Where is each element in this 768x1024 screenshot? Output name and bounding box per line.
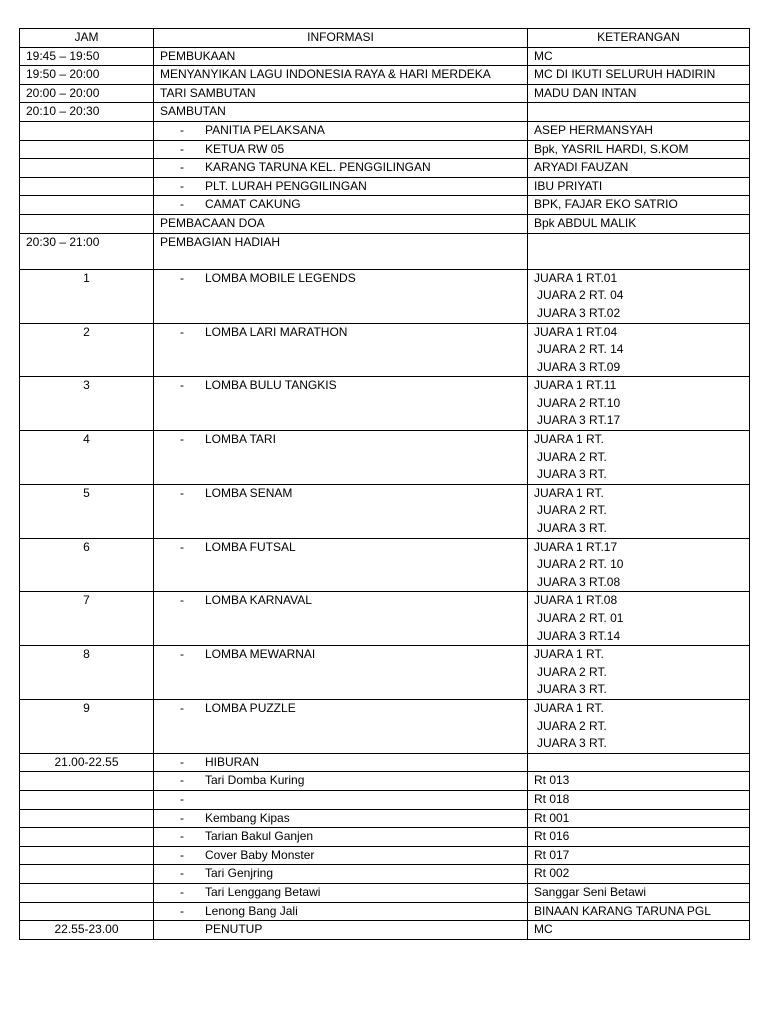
header-informasi: INFORMASI <box>154 29 528 48</box>
lomba-number: 9 <box>20 699 154 753</box>
lomba-number: 2 <box>20 323 154 377</box>
header-row <box>20 29 750 48</box>
list-dash: - <box>180 432 184 447</box>
list-dash: - <box>180 829 184 844</box>
cell-informasi <box>154 646 528 700</box>
cell-informasi <box>154 902 528 921</box>
cell-informasi <box>154 121 528 140</box>
list-dash: - <box>180 160 184 175</box>
hiburan-row <box>20 828 750 847</box>
lomba-number: 6 <box>20 538 154 592</box>
cell-jam: 19:50 – 20:00 <box>20 66 154 85</box>
cell-informasi: TARI SAMBUTAN <box>154 84 528 103</box>
cell-keterangan: Bpk ABDUL MALIK <box>528 214 750 233</box>
list-dash: - <box>180 485 184 500</box>
cell-keterangan: BPK, FAJAR EKO SATRIO <box>528 196 750 215</box>
cell-jam <box>20 196 154 215</box>
sambutan-speaker: KETUA RW 05 <box>205 141 285 156</box>
list-dash: - <box>180 270 184 285</box>
lomba-row <box>20 538 750 592</box>
juara-3: JUARA 3 RT.02 <box>537 305 621 320</box>
hiburan-title: HIBURAN <box>205 754 260 769</box>
lomba-row <box>20 646 750 700</box>
cell-informasi <box>154 828 528 847</box>
cell-keterangan: MC DI IKUTI SELURUH HADIRIN <box>528 66 750 85</box>
cell-jam <box>20 846 154 865</box>
lomba-name: LOMBA SENAM <box>205 485 293 500</box>
list-dash: - <box>180 791 184 806</box>
list-dash: - <box>180 700 184 715</box>
list-dash: - <box>180 178 184 193</box>
cell-informasi <box>154 753 528 772</box>
juara-2: JUARA 2 RT. <box>537 503 607 518</box>
cell-keterangan: Bpk, YASRIL HARDI, S.KOM <box>528 140 750 159</box>
list-dash: - <box>180 378 184 393</box>
juara-3: JUARA 3 RT. <box>537 736 607 751</box>
table-row <box>20 159 750 178</box>
list-dash: - <box>180 647 184 662</box>
lomba-row <box>20 699 750 753</box>
cell-informasi: SAMBUTAN <box>154 103 528 122</box>
header-jam: JAM <box>20 29 154 48</box>
lomba-row <box>20 269 750 323</box>
cell-informasi: PEMBAGIAN HADIAH <box>154 233 528 269</box>
juara-1: JUARA 1 RT.08 <box>534 593 618 608</box>
lomba-name: LOMBA KARNAVAL <box>205 593 312 608</box>
lomba-number: 5 <box>20 484 154 538</box>
lomba-number: 4 <box>20 431 154 485</box>
act-performer: Rt 016 <box>528 828 750 847</box>
cell-keterangan: ASEP HERMANSYAH <box>528 121 750 140</box>
cell-informasi <box>154 323 528 377</box>
sambutan-speaker: KARANG TARUNA KEL. PENGGILINGAN <box>205 160 431 175</box>
cell-jam <box>20 902 154 921</box>
table-row <box>20 233 750 269</box>
juara-1: JUARA 1 RT. <box>534 647 604 662</box>
lomba-row <box>20 484 750 538</box>
act-name: Lenong Bang Jali <box>205 903 298 918</box>
cell-informasi <box>154 431 528 485</box>
cell-jam <box>20 828 154 847</box>
penutup-label: PENUTUP <box>205 922 263 937</box>
juara-3: JUARA 3 RT. <box>537 467 607 482</box>
lomba-name: LOMBA TARI <box>205 432 276 447</box>
cell-jam: 20:00 – 20:00 <box>20 84 154 103</box>
act-name: Tari Domba Kuring <box>205 773 305 788</box>
schedule-table <box>19 28 750 940</box>
juara-1: JUARA 1 RT. <box>534 485 604 500</box>
list-dash: - <box>180 810 184 825</box>
sambutan-speaker: PLT. LURAH PENGGILINGAN <box>205 178 367 193</box>
hiburan-row <box>20 865 750 884</box>
act-performer: Sanggar Seni Betawi <box>528 883 750 902</box>
list-dash: - <box>180 324 184 339</box>
header-keterangan: KETERANGAN <box>528 29 750 48</box>
list-dash: - <box>180 866 184 881</box>
cell-keterangan <box>528 646 750 700</box>
cell-keterangan: MC <box>528 921 750 940</box>
list-dash: - <box>180 122 184 137</box>
juara-1: JUARA 1 RT. <box>534 432 604 447</box>
lomba-name: LOMBA FUTSAL <box>205 539 296 554</box>
list-dash: - <box>180 141 184 156</box>
juara-1: JUARA 1 RT. <box>534 700 604 715</box>
cell-informasi <box>154 159 528 178</box>
table-row <box>20 47 750 66</box>
juara-2: JUARA 2 RT. <box>537 718 607 733</box>
juara-3: JUARA 3 RT. <box>537 682 607 697</box>
lomba-section <box>20 269 750 753</box>
hiburan-row <box>20 902 750 921</box>
table-row <box>20 103 750 122</box>
lomba-name: LOMBA MEWARNAI <box>205 647 316 662</box>
cell-jam: 22.55-23.00 <box>20 921 154 940</box>
act-name: Tari Genjring <box>205 866 274 881</box>
juara-3: JUARA 3 RT. <box>537 521 607 536</box>
cell-informasi: MENYANYIKAN LAGU INDONESIA RAYA & HARI MERDEKA <box>154 66 528 85</box>
juara-1: JUARA 1 RT.04 <box>534 324 618 339</box>
act-name: Cover Baby Monster <box>205 847 315 862</box>
hiburan-row <box>20 772 750 791</box>
table-row <box>20 921 750 940</box>
cell-informasi <box>154 538 528 592</box>
cell-informasi <box>154 699 528 753</box>
cell-informasi <box>154 846 528 865</box>
lomba-name: LOMBA PUZZLE <box>205 700 296 715</box>
cell-keterangan <box>528 269 750 323</box>
lomba-number: 7 <box>20 592 154 646</box>
table-row <box>20 66 750 85</box>
act-name: Tari Lenggang Betawi <box>205 884 321 899</box>
cell-keterangan <box>528 233 750 269</box>
cell-informasi <box>154 883 528 902</box>
cell-jam <box>20 177 154 196</box>
list-dash: - <box>180 539 184 554</box>
table-row <box>20 140 750 159</box>
act-performer: BINAAN KARANG TARUNA PGL <box>528 902 750 921</box>
list-dash: - <box>180 773 184 788</box>
act-performer: Rt 017 <box>528 846 750 865</box>
act-name: Tarian Bakul Ganjen <box>205 829 314 844</box>
cell-jam: 21.00-22.55 <box>20 753 154 772</box>
cell-jam: 19:45 – 19:50 <box>20 47 154 66</box>
cell-keterangan <box>528 103 750 122</box>
sambutan-speaker: PANITIA PELAKSANA <box>205 122 325 137</box>
act-performer: Rt 001 <box>528 809 750 828</box>
list-dash: - <box>180 847 184 862</box>
cell-keterangan <box>528 377 750 431</box>
cell-jam <box>20 121 154 140</box>
lomba-number: 3 <box>20 377 154 431</box>
cell-keterangan <box>528 753 750 772</box>
cell-informasi <box>154 865 528 884</box>
juara-3: JUARA 3 RT.08 <box>537 574 621 589</box>
cell-keterangan <box>528 431 750 485</box>
juara-1: JUARA 1 RT.11 <box>534 378 617 393</box>
juara-3: JUARA 3 RT.09 <box>537 359 621 374</box>
list-dash: - <box>180 593 184 608</box>
lomba-row <box>20 323 750 377</box>
cell-jam <box>20 865 154 884</box>
cell-keterangan: IBU PRIYATI <box>528 177 750 196</box>
cell-jam: 20:10 – 20:30 <box>20 103 154 122</box>
act-performer: Rt 013 <box>528 772 750 791</box>
cell-informasi <box>154 921 528 940</box>
juara-2: JUARA 2 RT. 10 <box>537 557 624 572</box>
hiburan-row <box>20 883 750 902</box>
juara-1: JUARA 1 RT.17 <box>534 539 618 554</box>
cell-informasi <box>154 790 528 809</box>
cell-informasi <box>154 484 528 538</box>
table-row <box>20 196 750 215</box>
table-row <box>20 121 750 140</box>
cell-informasi <box>154 592 528 646</box>
juara-1: JUARA 1 RT.01 <box>534 270 618 285</box>
lomba-name: LOMBA BULU TANGKIS <box>205 378 337 393</box>
cell-jam <box>20 883 154 902</box>
lomba-row <box>20 377 750 431</box>
cell-informasi <box>154 772 528 791</box>
table-row <box>20 214 750 233</box>
cell-keterangan <box>528 323 750 377</box>
cell-informasi: PEMBUKAAN <box>154 47 528 66</box>
juara-3: JUARA 3 RT.17 <box>537 413 621 428</box>
cell-jam <box>20 809 154 828</box>
cell-keterangan: ARYADI FAUZAN <box>528 159 750 178</box>
table-row <box>20 753 750 772</box>
juara-2: JUARA 2 RT. <box>537 664 607 679</box>
cell-keterangan: MC <box>528 47 750 66</box>
table-row <box>20 177 750 196</box>
cell-jam <box>20 159 154 178</box>
cell-jam <box>20 214 154 233</box>
juara-2: JUARA 2 RT. 01 <box>537 611 624 625</box>
act-performer: Rt 002 <box>528 865 750 884</box>
cell-keterangan <box>528 484 750 538</box>
lomba-number: 1 <box>20 269 154 323</box>
cell-informasi <box>154 809 528 828</box>
list-dash: - <box>180 903 184 918</box>
cell-keterangan: MADU DAN INTAN <box>528 84 750 103</box>
cell-keterangan <box>528 592 750 646</box>
juara-3: JUARA 3 RT.14 <box>537 628 621 643</box>
act-name: Kembang Kipas <box>205 810 290 825</box>
sambutan-speaker: CAMAT CAKUNG <box>205 197 301 212</box>
juara-2: JUARA 2 RT.10 <box>537 395 621 410</box>
cell-informasi <box>154 196 528 215</box>
cell-jam: 20:30 – 21:00 <box>20 233 154 269</box>
juara-2: JUARA 2 RT. 14 <box>537 342 624 357</box>
juara-2: JUARA 2 RT. 04 <box>537 288 624 303</box>
hiburan-row <box>20 809 750 828</box>
lomba-row <box>20 431 750 485</box>
list-dash: - <box>180 197 184 212</box>
cell-keterangan <box>528 538 750 592</box>
cell-informasi <box>154 377 528 431</box>
cell-informasi <box>154 269 528 323</box>
cell-jam <box>20 140 154 159</box>
hiburan-section <box>20 772 750 921</box>
juara-2: JUARA 2 RT. <box>537 449 607 464</box>
table-row <box>20 84 750 103</box>
hiburan-row <box>20 846 750 865</box>
cell-informasi: PEMBACAAN DOA <box>154 214 528 233</box>
lomba-number: 8 <box>20 646 154 700</box>
hiburan-row <box>20 790 750 809</box>
lomba-name: LOMBA MOBILE LEGENDS <box>205 270 356 285</box>
cell-keterangan <box>528 699 750 753</box>
cell-informasi <box>154 140 528 159</box>
cell-jam <box>20 790 154 809</box>
list-dash: - <box>180 754 184 769</box>
act-performer: Rt 018 <box>528 790 750 809</box>
lomba-row <box>20 592 750 646</box>
cell-jam <box>20 772 154 791</box>
cell-informasi <box>154 177 528 196</box>
list-dash: - <box>180 884 184 899</box>
lomba-name: LOMBA LARI MARATHON <box>205 324 348 339</box>
